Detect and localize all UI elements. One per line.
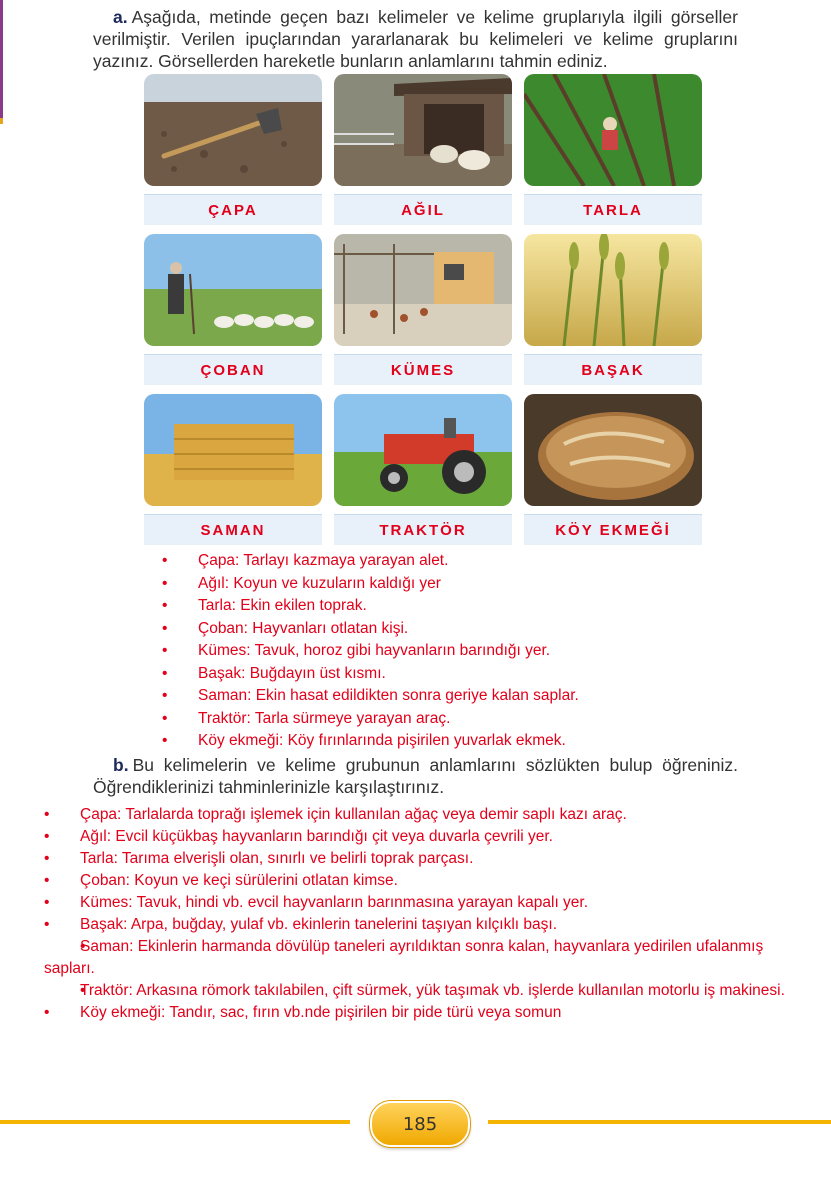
caption-agil: AĞIL xyxy=(334,194,512,225)
answers-a-list xyxy=(162,550,579,753)
list-item: • Tarla: Ekin ekilen toprak. xyxy=(162,595,579,618)
list-item: • Traktör: Arkasına römork takılabilen, çift sürmek, yük taşımak vb. işlerde kullanılan motorlu iş makinesi. xyxy=(44,980,804,1002)
list-item: • Ağıl: Koyun ve kuzuların kaldığı yer xyxy=(162,573,579,596)
hay-bale-photo xyxy=(144,394,322,506)
footer-line-left xyxy=(0,1120,350,1124)
list-item: • Çapa: Tarlalarda toprağı işlemek için kullanılan ağaç veya demir saplı kazı araç. xyxy=(44,804,804,826)
list-item: • Çapa: Tarlayı kazmaya yarayan alet. xyxy=(162,550,579,573)
instruction-b-label: b. xyxy=(113,755,129,775)
instruction-a xyxy=(93,6,738,72)
instruction-b-text: Bu kelimelerin ve kelime grubunun anlamlarını sözlükten bulup öğreniniz. Öğrendiklerinizi tahminlerinizle karşılaştırınız. xyxy=(93,755,738,797)
instruction-b xyxy=(93,754,738,798)
instruction-a-text: Aşağıda, metinde geçen bazı kelimeler ve kelime gruplarıyla ilgili görseller verilmiştir. Verilen ipuçlarından yararlanarak bu kelimeleri ve kelime gruplarını yazınız. Görsellerden hareketle bunların anlamlarını tahmin ediniz. xyxy=(93,7,738,71)
field-photo xyxy=(524,74,702,186)
caption-basak: BAŞAK xyxy=(524,354,702,385)
footer-line-right xyxy=(488,1120,831,1124)
list-item: • Başak: Arpa, buğday, yulaf vb. ekinlerin tanelerini taşıyan kılçıklı başı. xyxy=(44,914,804,936)
list-item: • Kümes: Tavuk, hindi vb. evcil hayvanların barınmasına yarayan kapalı yer. xyxy=(44,892,804,914)
wheat-photo xyxy=(524,234,702,346)
caption-traktor: TRAKTÖR xyxy=(334,514,512,545)
page-number: 185 xyxy=(370,1101,470,1147)
sheepfold-photo xyxy=(334,74,512,186)
list-item: • Başak: Buğdayın üst kısmı. xyxy=(162,663,579,686)
list-item: • Çoban: Hayvanları otlatan kişi. xyxy=(162,618,579,641)
list-item: • Tarla: Tarıma elverişli olan, sınırlı ve belirli toprak parçası. xyxy=(44,848,804,870)
hoe-photo xyxy=(144,74,322,186)
margin-dot xyxy=(0,118,3,124)
caption-kumes: KÜMES xyxy=(334,354,512,385)
list-item: • Köy ekmeği: Köy fırınlarında pişirilen yuvarlak ekmek. xyxy=(162,730,579,753)
caption-tarla: TARLA xyxy=(524,194,702,225)
list-item: • Saman: Ekin hasat edildikten sonra geriye kalan saplar. xyxy=(162,685,579,708)
bread-photo xyxy=(524,394,702,506)
caption-coban: ÇOBAN xyxy=(144,354,322,385)
list-item: • Köy ekmeği: Tandır, sac, fırın vb.nde pişirilen bir pide türü veya somun xyxy=(44,1002,804,1024)
caption-capa: ÇAPA xyxy=(144,194,322,225)
image-grid xyxy=(144,74,704,554)
coop-photo xyxy=(334,234,512,346)
list-item: • Çoban: Koyun ve keçi sürülerini otlatan kimse. xyxy=(44,870,804,892)
shepherd-photo xyxy=(144,234,322,346)
list-item: • Saman: Ekinlerin harmanda dövülüp taneleri ayrıldıktan sonra kalan, hayvanlara yedirilen ufalanmış sapları. xyxy=(44,936,804,980)
caption-koy-ekmegi: KÖY EKMEĞİ xyxy=(524,514,702,545)
tractor-photo xyxy=(334,394,512,506)
list-item: • Traktör: Tarla sürmeye yarayan araç. xyxy=(162,708,579,731)
caption-saman: SAMAN xyxy=(144,514,322,545)
instruction-a-label: a. xyxy=(113,7,128,27)
list-item: • Ağıl: Evcil küçükbaş hayvanların barındığı çit veya duvarla çevrili yer. xyxy=(44,826,804,848)
list-item: • Kümes: Tavuk, horoz gibi hayvanların barındığı yer. xyxy=(162,640,579,663)
answers-b-list xyxy=(44,804,804,1024)
margin-bar xyxy=(0,0,3,118)
